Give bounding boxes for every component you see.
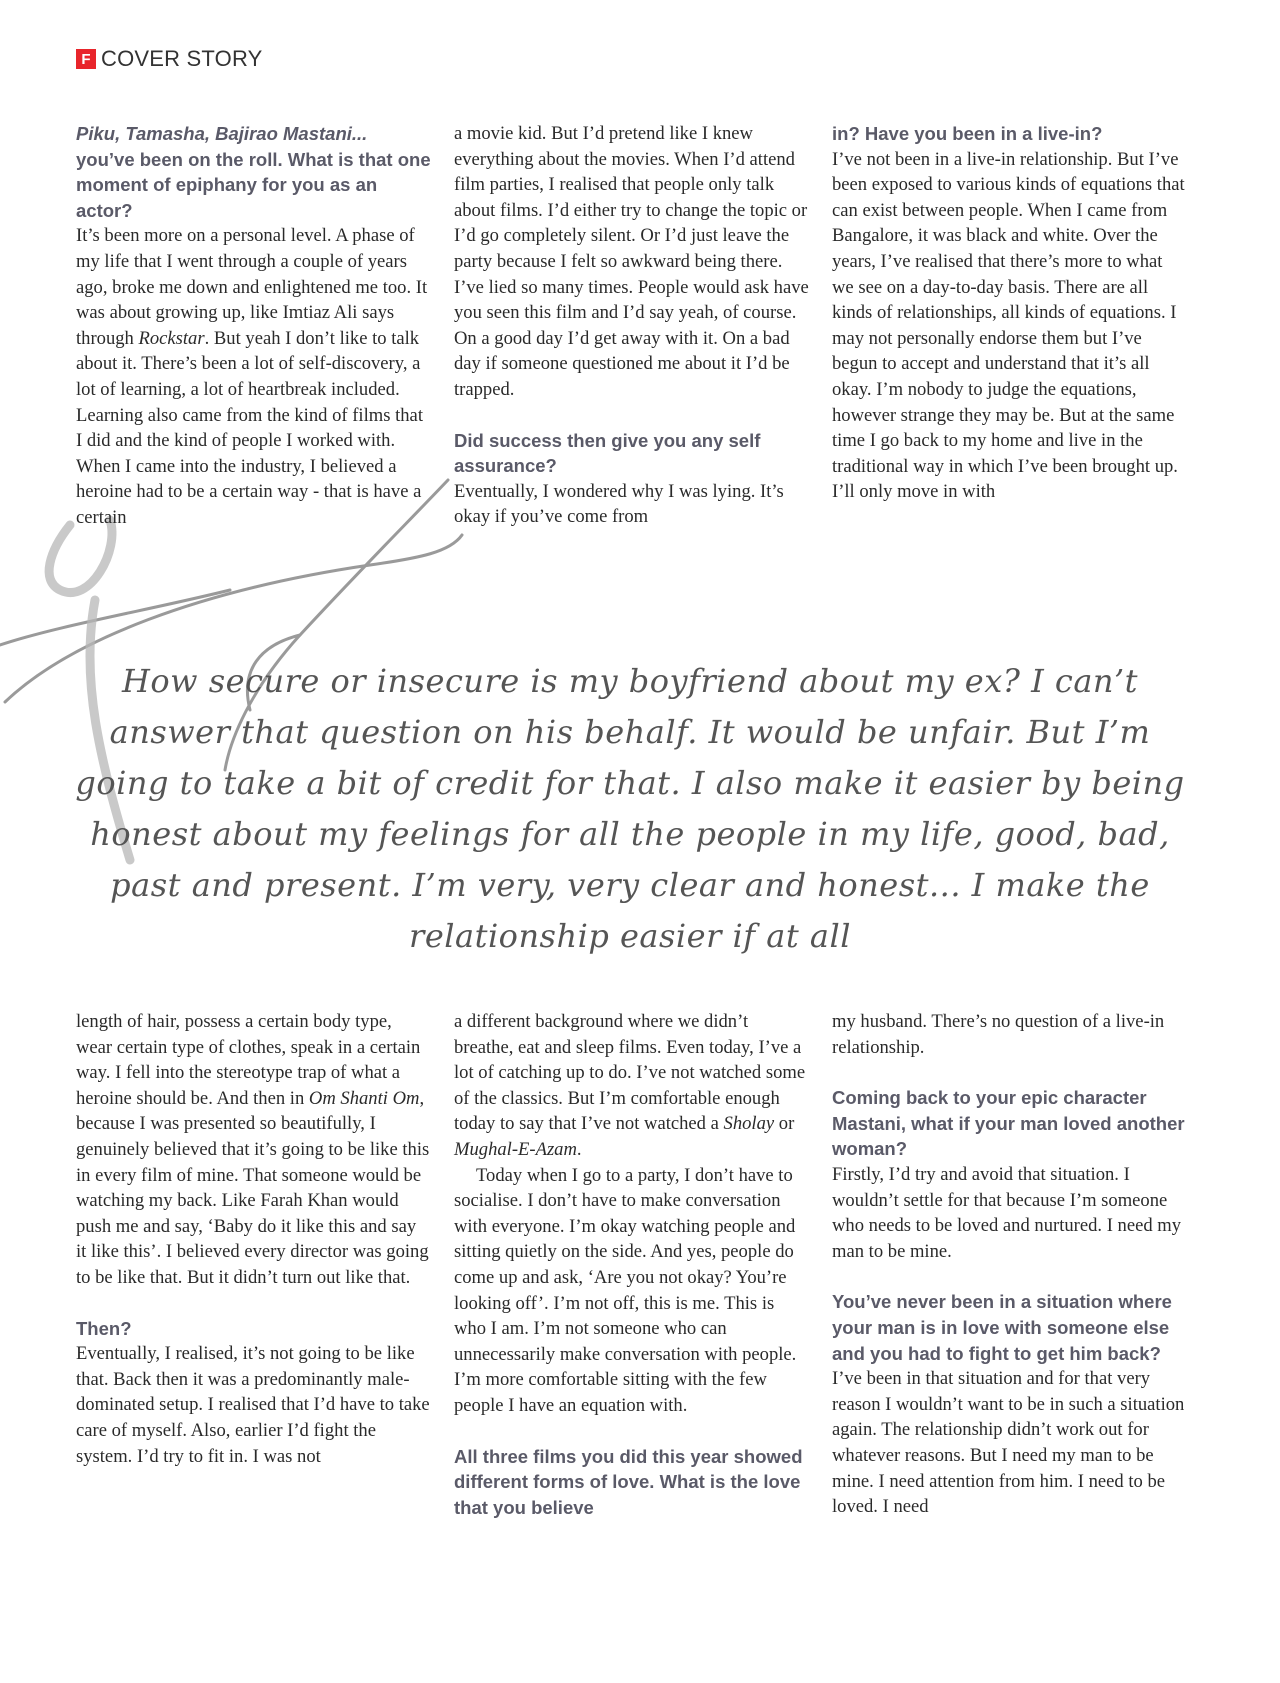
film-title: Sholay xyxy=(723,1113,775,1135)
film-titles: Piku, Tamasha, Bajirao Mastani... xyxy=(76,123,368,144)
question-success: Did success then give you any self assurance? xyxy=(454,429,761,477)
question-live-in: in? Have you been in a live-in? xyxy=(832,123,1103,144)
pull-quote: How secure or insecure is my boyfriend about my ex? I can’t answer that question on his behalf. It would be unfair. But I’m going to take a bit of credit for that. I also make it easier by being honest about my feelings for all the people in my life, good, bad, past and present. I’m very, very clear and honest... I make the relationship easier if at all xyxy=(75,662,1185,955)
answer-paragraph: I’ve not been in a live-in relationship. But I’ve been exposed to various kinds of equations that can exist between people. When I came from Bangalore, it was black and white. Over the years, I’ve realised that there’s more to what we see on a day-to-day basis. There are all kinds of relationships, all kinds of equations. I may not personally endorse them but I’ve begun to accept and understand that it’s all okay. I’m nobody to judge the equations, however strange they may be. But at the same time I go back to my home and live in the traditional way in which I’ve been brought up. I’ll only move in with xyxy=(832,148,1185,503)
answer-text: length of hair, possess a certain body type, wear certain type of clothes, speak in a certain way. I fell into the stereotype trap of what a heroine should be. And then in xyxy=(76,1011,421,1109)
film-title: Om Shanti Om xyxy=(308,1087,420,1109)
answer-paragraph: Eventually, I realised, it’s not going to be like that. Back then it was a predominantly male-dominated setup. I realised that I’d have to take care of myself. Also, earlier I’d fight the system. I’d try to fit in. I was not xyxy=(76,1343,430,1467)
answer-paragraph xyxy=(76,223,431,530)
film-title: Rockstar xyxy=(138,327,205,349)
answer-paragraph xyxy=(454,1009,809,1163)
bottom-column-3 xyxy=(832,1009,1187,1520)
answer-text: or xyxy=(774,1113,795,1135)
bottom-column-1 xyxy=(76,1009,431,1469)
filmfare-logo: F xyxy=(76,49,96,69)
top-column-2 xyxy=(454,121,809,530)
page-header xyxy=(76,46,263,72)
film-title: Mughal-E-Azam xyxy=(454,1138,577,1160)
answer-paragraph: Eventually, I wondered why I was lying. It’s okay if you’ve come from xyxy=(454,480,784,528)
answer-text: . xyxy=(576,1138,582,1160)
bottom-column-2 xyxy=(454,1009,809,1520)
answer-paragraph: Firstly, I’d try and avoid that situation. I wouldn’t settle for that because I’m someone who needs to be loved and nurtured. I need my man to be mine. xyxy=(832,1163,1182,1262)
question-text: you’ve been on the roll. What is that one moment of epiphany for you as an actor? xyxy=(76,148,431,221)
answer-paragraph xyxy=(76,1009,431,1291)
question-epiphany xyxy=(76,121,431,223)
question-love: All three films you did this year showed different forms of love. What is the love that you believe xyxy=(454,1445,803,1518)
answer-paragraph: my husband. There’s no question of a live-in relationship. xyxy=(832,1011,1165,1058)
answer-text: . But yeah I don’t like to talk about it. There’s been a lot of self-discovery, a lot of learning, a lot of heartbreak included. Learning also came from the kind of films that I did and the kind of people I worked with. When I came into the industry, I believed a heroine had to be a certain way - that is have a certain xyxy=(76,327,423,528)
answer-paragraph: Today when I go to a party, I don’t have to socialise. I don’t have to make conversation with everyone. I’m okay watching people and sitting quietly on the side. And yes, people do come up and ask, ‘Are you not okay? You’re looking off’. I’m not off, this is me. This is who I am. I’m not someone who can unnecessarily make conversation with people. I’m more comfortable sitting with the few people I have an equation with. xyxy=(454,1164,797,1416)
answer-text: a different background where we didn’t breathe, eat and sleep films. Even today, I’ve a lot of catching up to do. I’ve not watched some of the classics. But I’m comfortable enough today to say that I’ve not watched a xyxy=(454,1011,806,1135)
top-column-1 xyxy=(76,121,431,531)
question-mastani: Coming back to your epic character Mastani, what if your man loved another woman? xyxy=(832,1087,1185,1160)
question-situation: You’ve never been in a situation where your man is in love with someone else and you had to fight to get him back? xyxy=(832,1291,1172,1364)
answer-paragraph: I’ve been in that situation and for that very reason I wouldn’t want to be in such a situation again. The relationship didn’t work out for whatever reasons. But I need my man to be mine. I need attention from him. I need to be loved. I need xyxy=(832,1368,1185,1518)
question-then: Then? xyxy=(76,1317,132,1339)
answer-text: It’s been more on a personal level. A phase of my life that I went through a couple of years ago, broke me down and enlightened me too. It was about growing up, like Imtiaz Ali says through xyxy=(76,225,428,349)
top-column-3 xyxy=(832,121,1187,505)
answer-paragraph: a movie kid. But I’d pretend like I knew everything about the movies. When I’d attend film parties, I realised that people only talk about films. I’d either try to change the topic or I’d go completely silent. Or I’d just leave the party because I felt so awkward being there. I’ve lied so many times. People would ask have you seen this film and I’d say yeah, of course. On a good day I’d get away with it. On a bad day if someone questioned me about it I’d be trapped. xyxy=(454,123,809,400)
answer-text: , because I was presented so beautifully, I genuinely believed that it’s going to be like this in every film of mine. That someone would be watching my back. Like Farah Khan would push me and say, ‘Baby do it like this and say it like this’. I believed every director was going to be like that. But it didn’t turn out like that. xyxy=(76,1087,430,1288)
section-title: COVER STORY xyxy=(101,46,263,71)
